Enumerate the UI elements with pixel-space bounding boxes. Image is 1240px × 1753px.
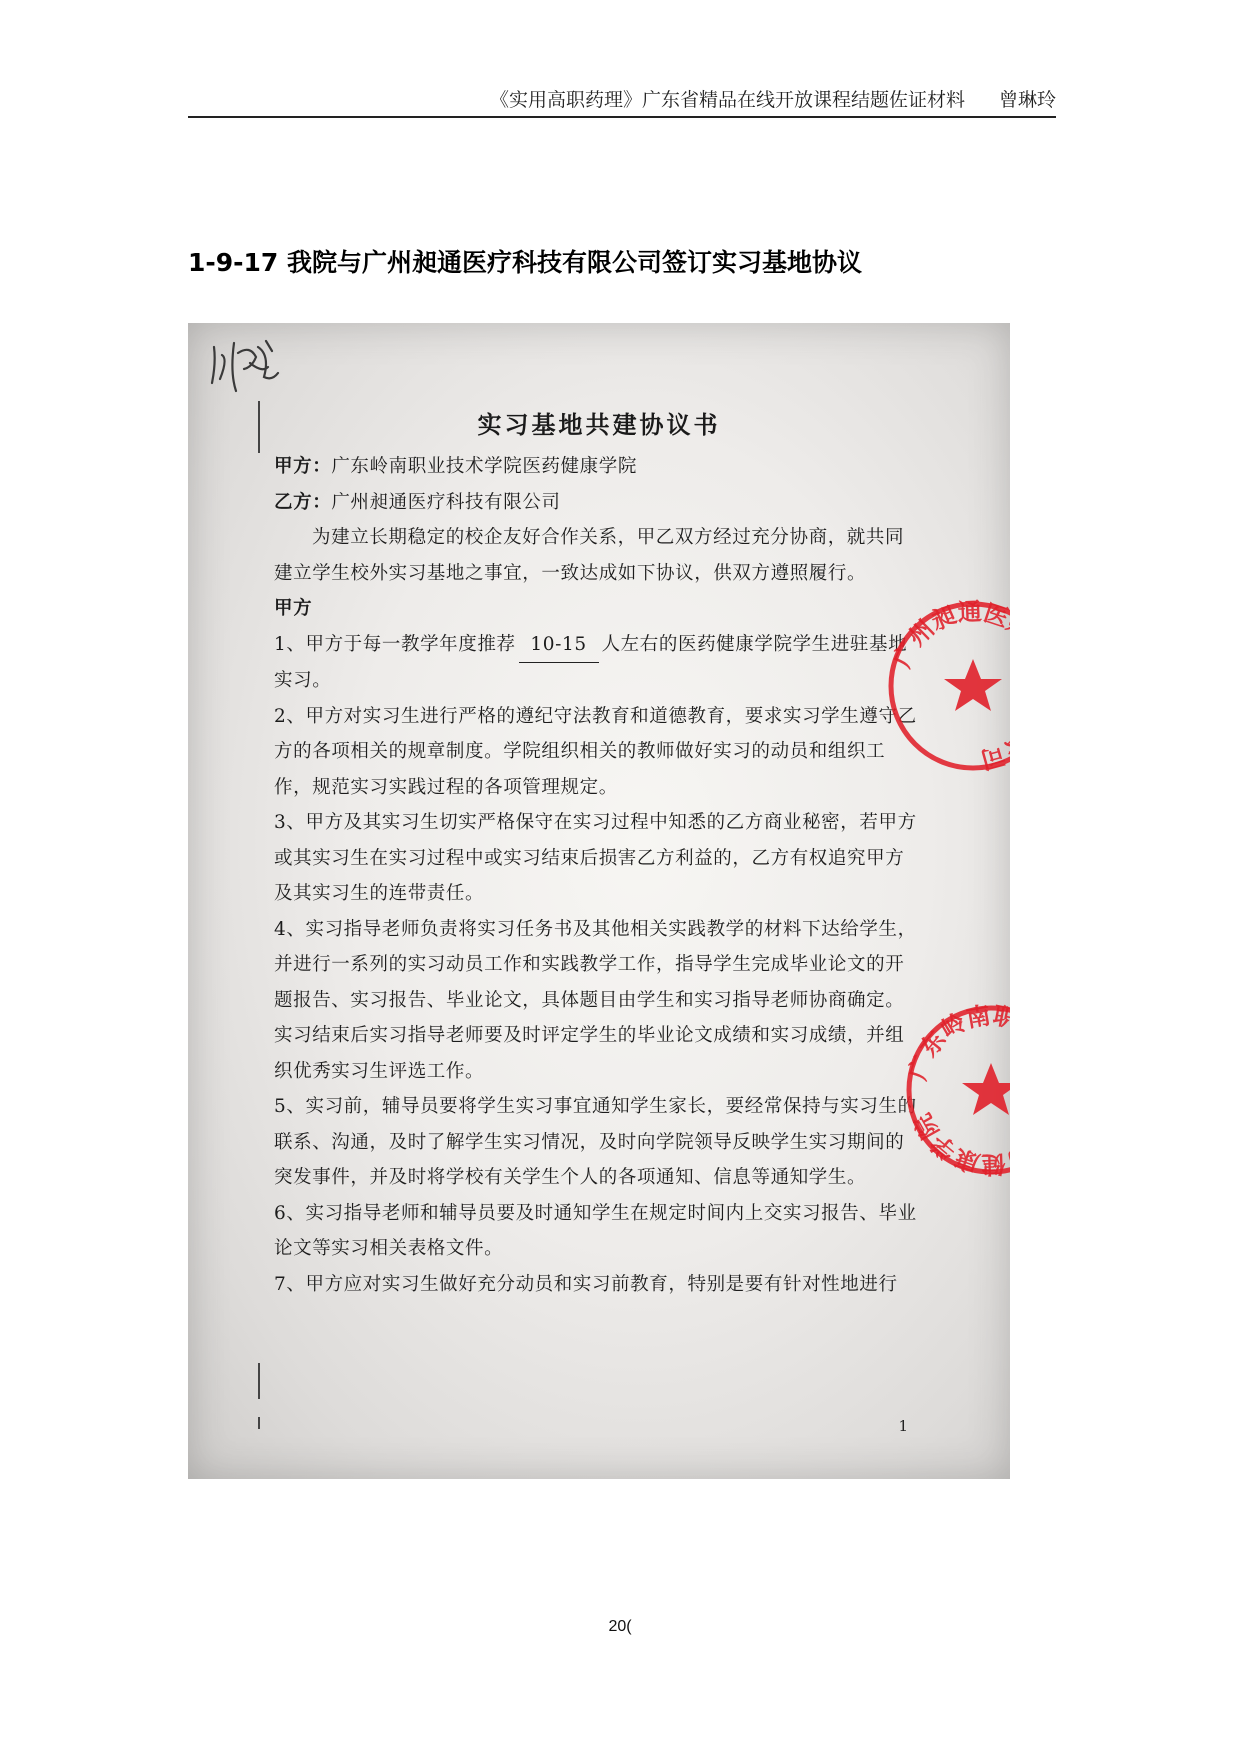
scanned-agreement-photo — [188, 323, 1080, 1479]
page-number: 20( — [608, 1618, 632, 1635]
party-a-label: 甲方： — [274, 456, 332, 477]
margin-mark — [258, 1363, 260, 1399]
agreement-title: 实习基地共建协议书 — [477, 410, 721, 439]
college-seal — [896, 995, 1080, 1185]
scanned-page-number: 1 — [898, 1417, 908, 1435]
clause-6: 6、实习指导老师和辅导员要及时通知学生在规定时间内上交实习报告、毕业论文等实习相关表格文件。 — [274, 1202, 917, 1259]
page-header — [188, 84, 1056, 118]
party-a-name: 广东岭南职业技术学院医药健康学院 — [331, 456, 637, 477]
margin-mark — [258, 1417, 260, 1429]
clause-3: 3、甲方及其实习生切实严格保守在实习过程中知悉的乙方商业秘密，若甲方或其实习生在实习过程中或实习结束后损害乙方利益的，乙方有权追究甲方及其实习生的连带责任。 — [274, 812, 917, 904]
clause-1 — [274, 627, 922, 699]
company-seal — [878, 591, 1062, 781]
agreement-intro: 为建立长期稳定的校企友好合作关系，甲乙双方经过充分协商，就共同建立学生校外实习基地之事宜，一致达成如下协议，供双方遵照履行。 — [274, 527, 905, 584]
party-b-name: 广州昶通医疗科技有限公司 — [331, 491, 561, 513]
section-title: 1-9-17 我院与广州昶通医疗科技有限公司签订实习基地协议 — [188, 248, 863, 277]
clause-1-text-before: 1、甲方于每一教学年度推荐 — [274, 633, 516, 655]
clause-7: 7、甲方应对实习生做好充分动员和实习前教育，特别是要有针对性地进行 — [274, 1273, 898, 1295]
company-seal-text: 广州昶通医疗科技有限公司 — [888, 597, 1062, 774]
clause-2: 2、甲方对实习生进行严格的遵纪守法教育和道德教育，要求实习学生遵守乙方的各项相关的规章制度。学院组织相关的教师做好实习的动员和组织工作，规范实习实践过程的各项管理规定。 — [274, 705, 917, 798]
clause-1-filled-blank: 10-15 — [519, 627, 599, 664]
clause-5: 5、实习前，辅导员要将学生实习事宜通知学生家长，要经常保持与实习生的联系、沟通，及时了解学生实习情况，及时向学院领导反映学生实习期间的突发事件，并及时将学校有关学生个人的各项通知、信息等通知学生。 — [274, 1096, 917, 1188]
college-seal-text: 广东岭南职业技术学院医药健康学院 — [903, 1001, 1080, 1179]
agreement-body — [274, 449, 922, 1302]
course-title: 《实用高职药理》广东省精品在线开放课程结题佐证材料 — [489, 89, 965, 111]
handwritten-annotation — [206, 333, 296, 403]
clause-1-text-after: 人左右的医药健康学院学生进驻基地实习。 — [274, 633, 908, 691]
section-heading-party-a: 甲方 — [274, 598, 313, 619]
clause-4: 4、实习指导老师负责将实习任务书及其他相关实践教学的材料下达给学生，并进行一系列的实习动员工作和实践教学工作，指导学生完成毕业论文的开题报告、实习报告、毕业论文，具体题目由学生和实习指导老师协商确定。实习结束后实习指导老师要及时评定学生的毕业论文成绩和实习成绩，并组织优秀实习生评选工作。 — [274, 918, 917, 1082]
author-name: 曾琳玲 — [998, 89, 1056, 111]
party-b-label: 乙方： — [274, 491, 332, 513]
